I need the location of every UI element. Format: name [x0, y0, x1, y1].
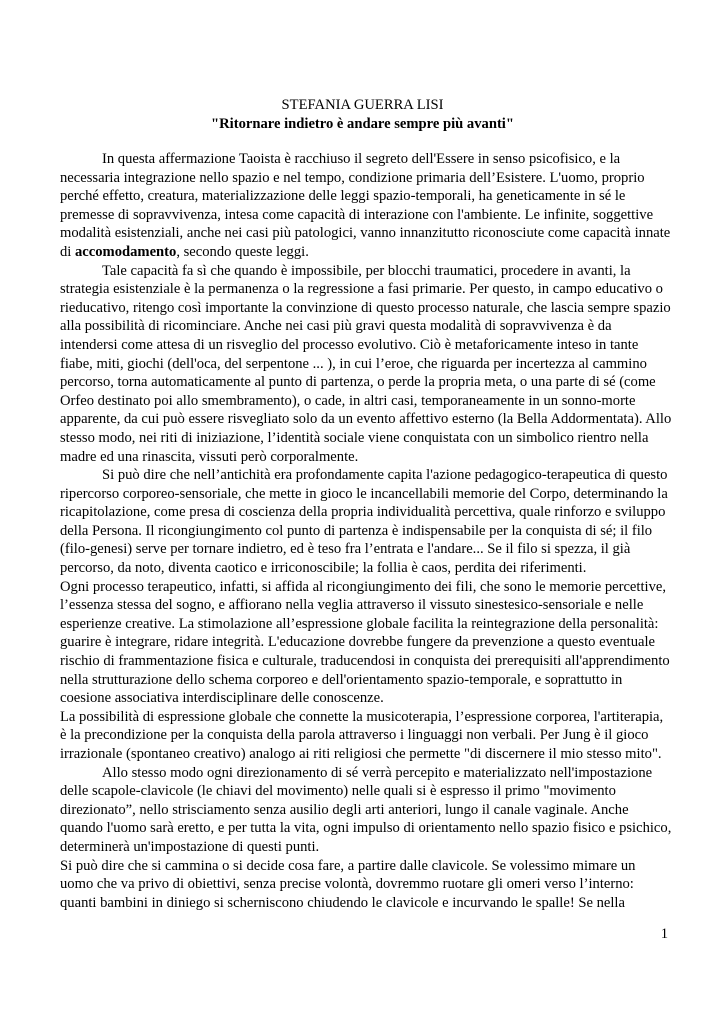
paragraph-2: Tale capacità fa sì che quando è impossibile, per blocchi traumatici, procedere in avanti, la strategia esistenziale è la permanenza o la regressione a fasi primarie. Per questo, in campo educativo o rieducativo, ritengo così importante la convinzione di questo processo naturale, che lascia sempre spazio alla possibilità di ricominciare. Anche nei casi più gravi questa modalità di sopravvivenza è da intendersi come attesa di un risveglio del processo evolutivo. Ciò è metaforicamente inteso in tante fiabe, miti, giochi (dell'oca, del serpentone ... ), in cui l’eroe, che riguarda per incertezza al cammino percorso, torna automaticamente al punto di partenza, o perde la propria meta, o una parte di sé (come Orfeo destinato poi allo smembramento), o cade, in altri casi, temporaneamente in un sonno-morte apparente, da cui può essere risvegliato solo da un evento affettivo esterno (la Bella Addormentata). Allo stesso modo, nei riti di iniziazione, l’identità sociale viene conquistata con un simbolico rientro nella madre ed una rinascita, vissuti però corporalmente. — [60, 262, 672, 465]
document-body — [60, 150, 672, 912]
paragraph-text: , secondo queste leggi. — [176, 243, 309, 260]
paragraph-6: Allo stesso modo ogni direzionamento di sé verrà percepito e materializzato nell'impostazione delle scapole-clavicole (le chiavi del movimento) nelle quali si è espresso il primo "movimento direzionato”, nello strisciamento senza ausilio degli arti anteriori, lungo il canale vaginale. Anche quando l'uomo sarà eretto, e per tutta la vita, ogni impulso di orientamento nello spazio fisico e psichico, determinerà un'impostazione di questi punti. — [60, 764, 672, 855]
author-name: STEFANIA GUERRA LISI — [281, 97, 444, 113]
document-header — [0, 96, 725, 134]
paragraph-1 — [60, 150, 672, 262]
paragraph-text: In questa affermazione Taoista è racchiuso il segreto dell'Essere in senso psicofisico, e la necessaria integrazione nello spazio e nel tempo, condizione primaria dell’Esistere. L'uomo, proprio perché effetto, creatura, materializzazione delle leggi spazio-temporali, ha geneticamente in sé le premesse di sopravvivenza, intesa come capacità di interazione con l'ambiente. Le infinite, soggettive modalità esistenziali, anche nei casi più patologici, vanno innanzitutto riconosciute come capacità innate di — [60, 151, 671, 260]
paragraph-5: La possibilità di espressione globale che connette la musicoterapia, l’espressione corporea, l'artiterapia, è la precondizione per la conquista della parola attraverso i linguaggi non verbali. Per Jung è il gioco irrazionale (spontaneo creativo) analogo ai riti religiosi che permette "di discernere il mio stesso mito". — [60, 708, 664, 762]
bold-term: accomodamento — [75, 243, 177, 260]
paragraph-3: Si può dire che nell’antichità era profondamente capita l'azione pedagogico-terapeutica di questo ripercorso corporeo-sensoriale, che mette in gioco le incancellabili memorie del Corpo, determinando la ricapitolazione, come presa di coscienza della propria individualità percettiva, quale rinforzo e sviluppo della Persona. Il ricongiungimento col punto di partenza è indispensabile per la conquista di sé; il filo (filo-genesi) serve per tornare indietro, ed è teso fra l’entrata e l'andare... Se il filo si spezza, il già percorso, da noto, diventa caotico e irriconoscibile; la follia è caos, perdita dei riferimenti. — [60, 467, 668, 577]
paragraph-4: Ogni processo terapeutico, infatti, si affida al ricongiungimento dei fili, che sono le memorie percettive, l’essenza stessa del sogno, e affiorano nella veglia attraverso il vissuto sinestesico-sensoriale e nelle esperienze creative. La stimolazione all’espressione globale facilita la reintegrazione della personalità: guarire è integrare, ridare integrità. L'educazione dovrebbe fungere da prevenzione a questo eventuale rischio di frammentazione fisica e culturale, traducendosi in conquista dei prerequisiti all'apprendimento nella strutturazione dello schema corporeo e dell'orientamento spazio-temporale, e soprattutto in coesione associativa interdisciplinare delle conoscenze. — [60, 578, 670, 707]
document-title: "Ritornare indietro è andare sempre più avanti" — [211, 116, 514, 132]
page-number: 1 — [660, 926, 668, 942]
paragraph-7: Si può dire che si cammina o si decide cosa fare, a partire dalle clavicole. Se volessimo mimare un uomo che va privo di obiettivi, senza precise volontà, dovremmo ruotare gli omeri verso l’interno: quanti bambini in diniego si scherniscono chiudendo le clavicole e incurvando le spalle! Se nella — [60, 857, 636, 911]
